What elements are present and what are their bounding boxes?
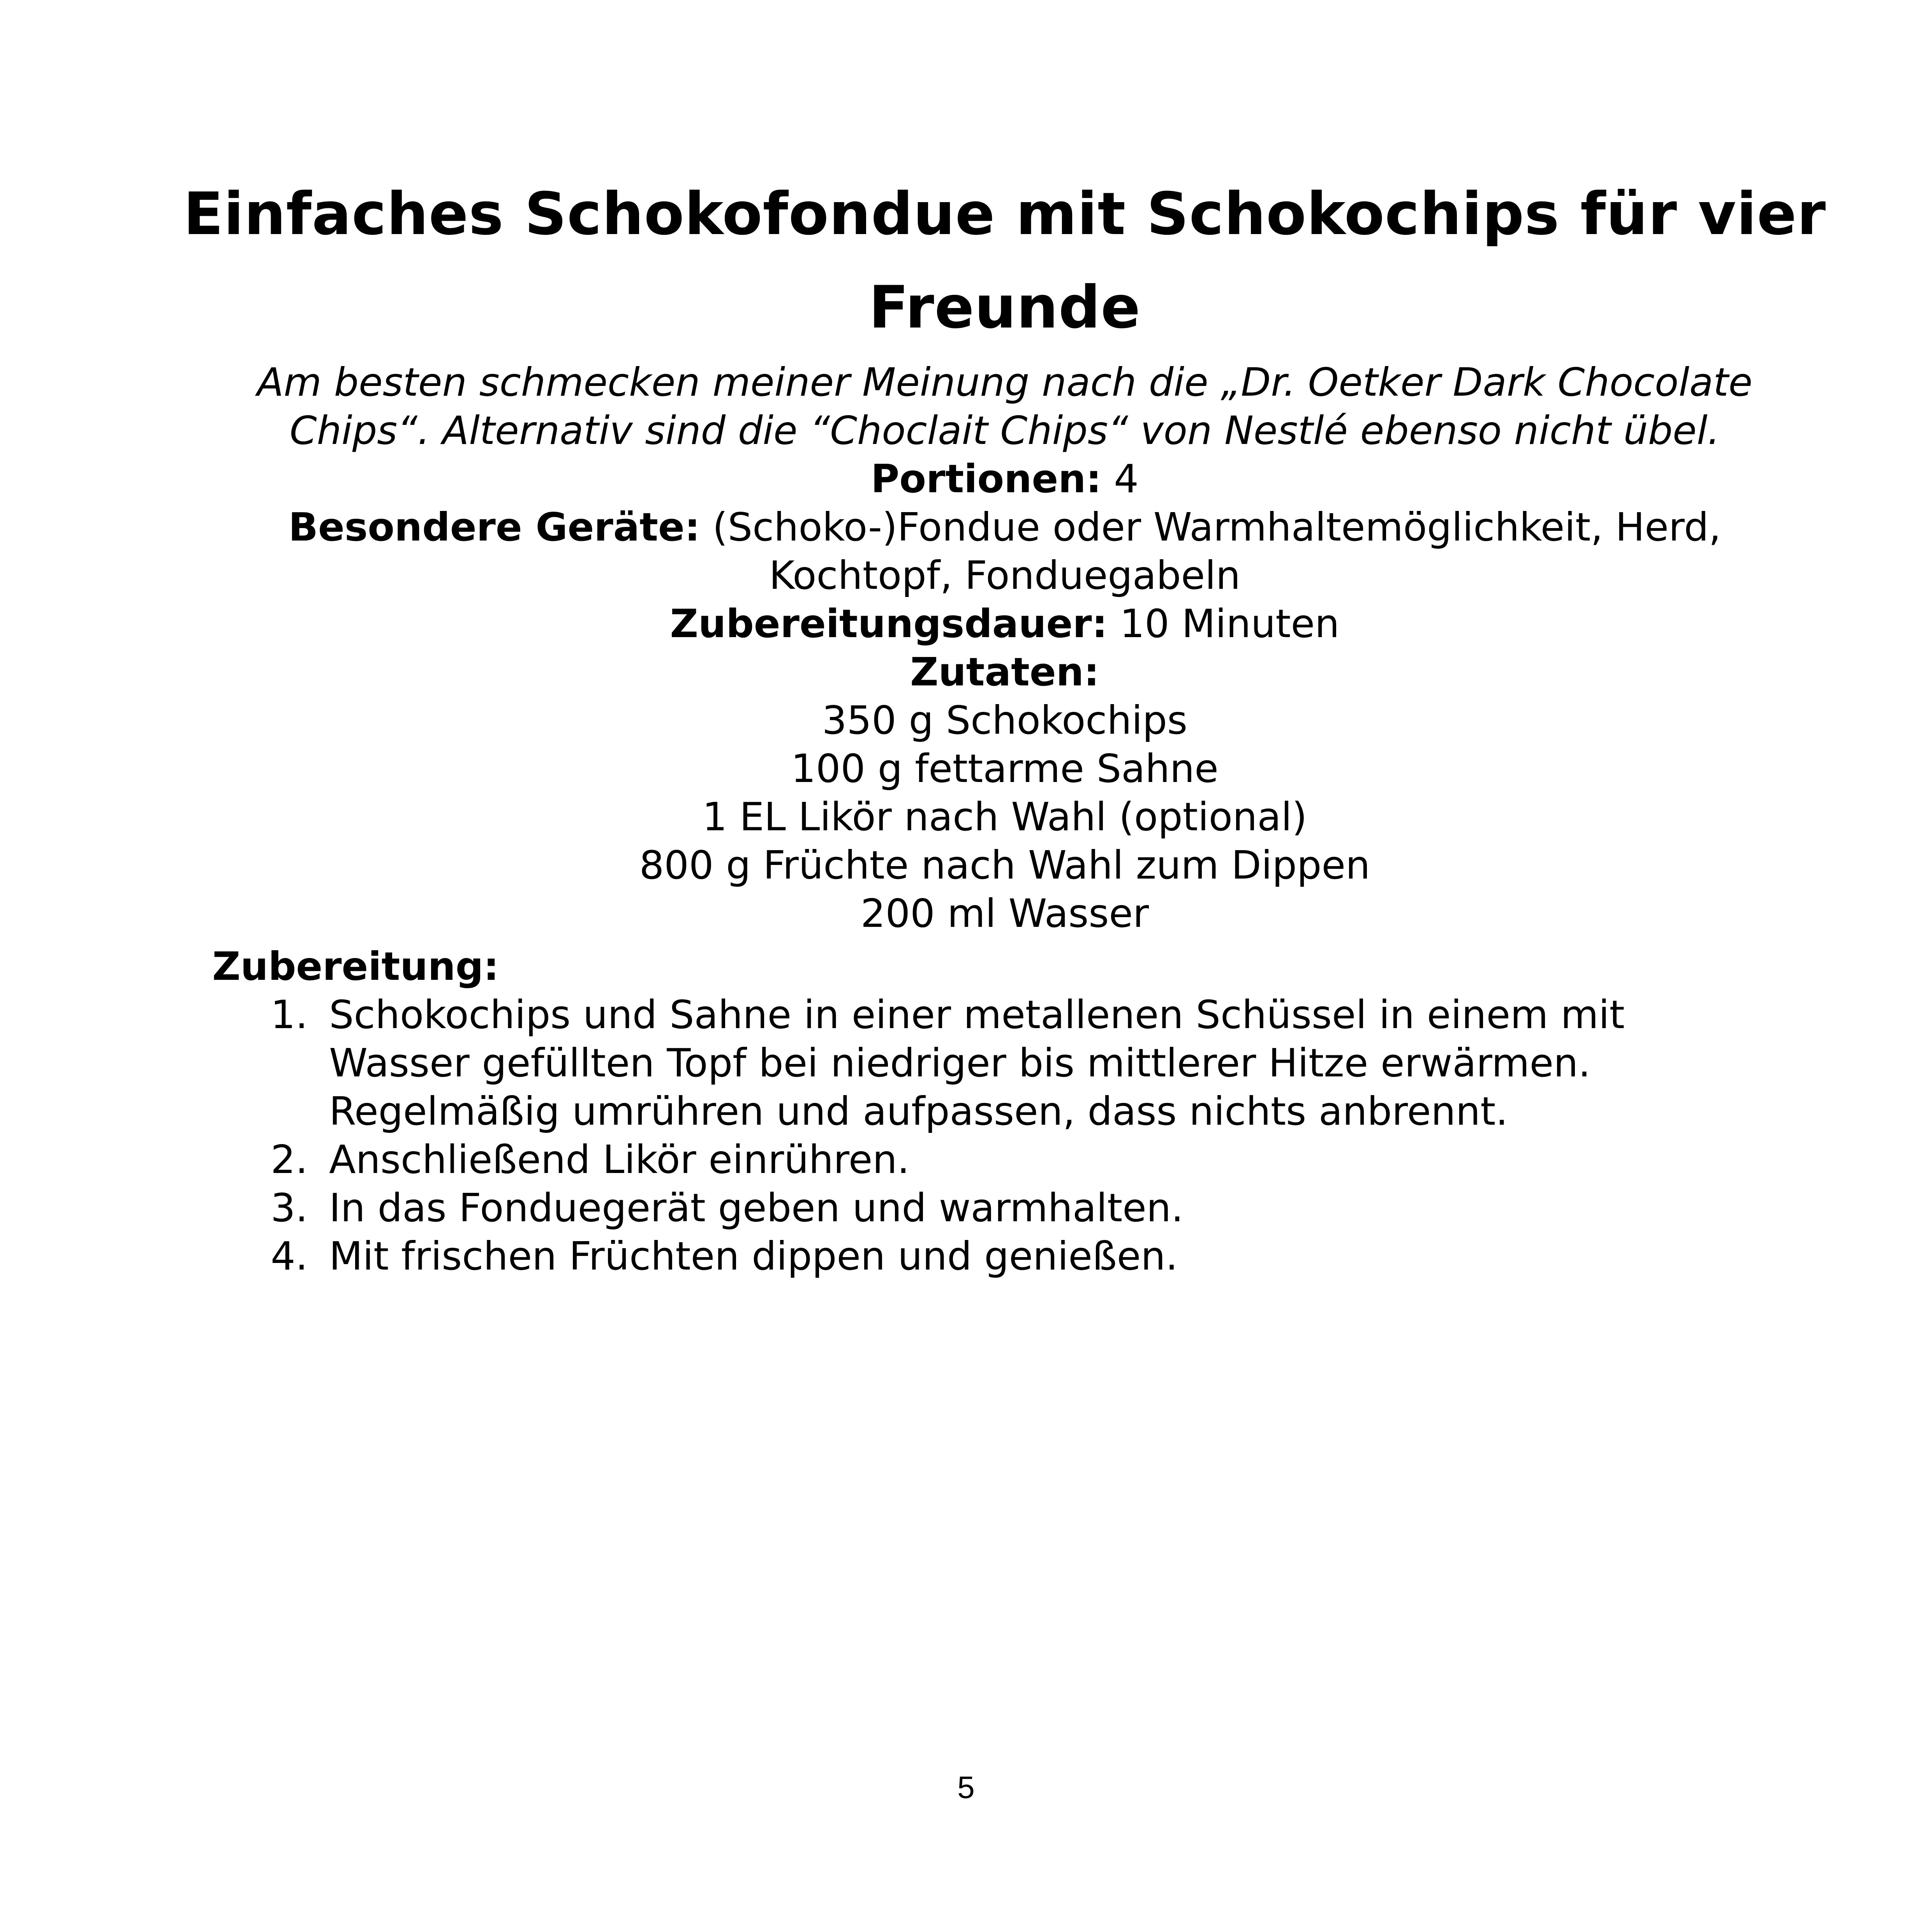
geraete-line xyxy=(284,503,1725,600)
step-item xyxy=(212,1232,1731,1280)
step-item xyxy=(212,1136,1731,1184)
zubereitung-heading: Zubereitung: xyxy=(212,944,499,989)
portionen-line xyxy=(179,455,1830,503)
portionen-value: 4 xyxy=(1114,456,1139,502)
portionen-label: Portionen: xyxy=(871,456,1102,502)
step-number: 3. xyxy=(271,1185,308,1231)
recipe-title: Einfaches Schokofondue mit Schokochips für vier Freunde xyxy=(183,180,1826,342)
step-text: Anschließend Likör einrühren. xyxy=(329,1137,910,1182)
step-number: 4. xyxy=(271,1233,308,1279)
intro-text: Am besten schmecken meiner Meinung nach die „Dr. Oetker Dark Chocolate Chips“. Alternativ sind die “Choclait Chips“ von Nestlé ebenso nicht übel. xyxy=(257,359,1752,453)
dauer-line xyxy=(179,600,1830,648)
dauer-label: Zubereitungsdauer: xyxy=(670,601,1108,646)
ingredient-list xyxy=(179,696,1830,938)
geraete-value: (Schoko-)Fondue oder Warmhaltemöglichkeit, Herd, Kochtopf, Fonduegabeln xyxy=(712,504,1721,598)
step-text: In das Fonduegerät geben und warmhalten. xyxy=(329,1185,1184,1231)
ingredient-item: 800 g Früchte nach Wahl zum Dippen xyxy=(639,842,1370,888)
zutaten-heading: Zutaten: xyxy=(910,649,1099,695)
dauer-value: 10 Minuten xyxy=(1120,601,1340,646)
ingredient-item: 200 ml Wasser xyxy=(860,891,1149,936)
step-number: 1. xyxy=(271,992,308,1037)
ingredient-item: 1 EL Likör nach Wahl (optional) xyxy=(702,794,1307,840)
recipe-meta xyxy=(179,358,1830,938)
preparation-steps xyxy=(212,991,1731,1280)
geraete-label: Besondere Geräte: xyxy=(288,504,700,550)
step-number: 2. xyxy=(271,1137,308,1182)
step-item xyxy=(212,991,1731,1136)
ingredient-item: 350 g Schokochips xyxy=(822,697,1188,743)
step-item xyxy=(212,1184,1731,1232)
step-text: Schokochips und Sahne in einer metallenen Schüssel in einem mit Wasser gefüllten Topf bei niedriger bis mittlerer Hitze erwärmen. Regelmäßig umrühren und aufpassen, dass nichts anbrennt. xyxy=(329,992,1625,1134)
page-number: 5 xyxy=(957,1770,975,1805)
step-text: Mit frischen Früchten dippen und genießen. xyxy=(329,1233,1178,1279)
ingredient-item: 100 g fettarme Sahne xyxy=(791,746,1219,791)
